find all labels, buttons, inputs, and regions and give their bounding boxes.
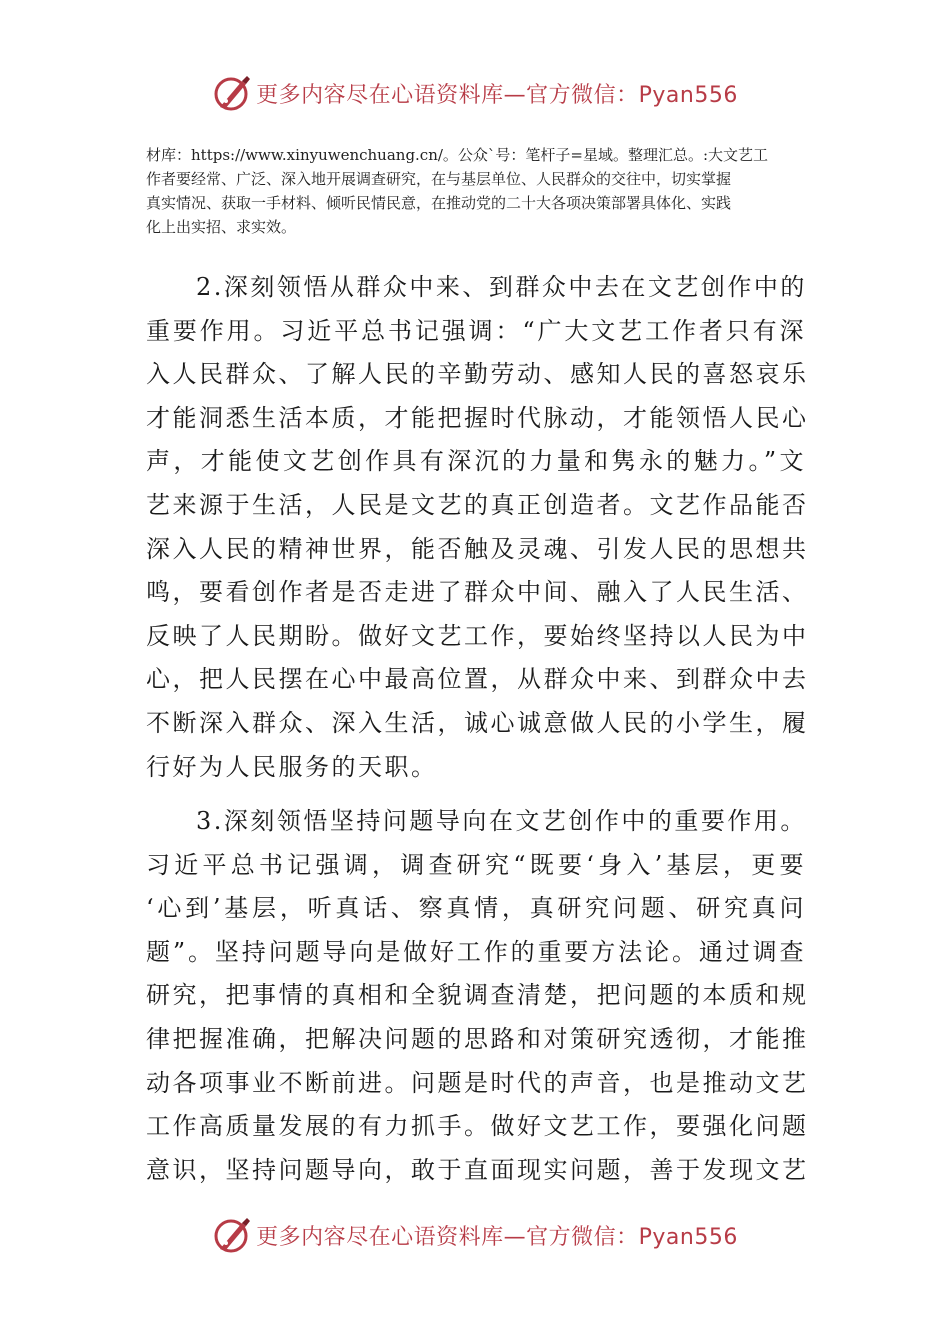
paragraph-line: 动各项事业不断前进。问题是时代的声音，也是推动文艺 (146, 1068, 809, 1097)
banner-text: 更多内容尽在心语资料库—官方微信：Pyan556 (256, 82, 738, 108)
paragraph-line: 入人民群众、了解人民的辛勤劳动、感知人民的喜怒哀乐 (146, 360, 809, 389)
paragraph-line: ‘心到’基层，听真话、察真情，真研究问题、研究真问 (146, 894, 806, 923)
header-banner (0, 70, 950, 116)
paragraph-3 (146, 800, 809, 1192)
paragraph-line: 3.深刻领悟坚持问题导向在文艺创作中的重要作用。 (196, 807, 807, 835)
paragraph-line: 2.深刻领悟从群众中来、到群众中去在文艺创作中的 (196, 273, 807, 301)
paragraph-line: 研究，把事情的真相和全貌调查清楚，把问题的本质和规 (146, 981, 809, 1010)
paragraph-line: 行好为人民服务的天职。 (146, 752, 438, 781)
pen-logo-icon (212, 1215, 252, 1255)
paragraph-line: 心，把人民摆在心中最高位置，从群众中来、到群众中去 (146, 665, 809, 694)
paragraph-line: 习近平总书记强调，调查研究“既要‘身入’基层，更要 (146, 850, 806, 879)
footer-banner (0, 1212, 950, 1258)
banner-text: 更多内容尽在心语资料库—官方微信：Pyan556 (256, 1224, 738, 1250)
intro-paragraph (146, 143, 812, 239)
paragraph-line: 声，才能使文艺创作具有深沉的力量和隽永的魅力。”文 (146, 447, 806, 476)
pen-logo-icon (212, 73, 252, 113)
paragraph-line: 题”。坚持问题导向是做好工作的重要方法论。通过调查 (146, 937, 806, 966)
paragraph-line: 意识，坚持问题导向，敢于直面现实问题，善于发现文艺 (146, 1155, 809, 1184)
intro-line: 真实情况、获取一手材料、倾听民情民意，在推动党的二十大各项决策部署具体化、实践 (146, 194, 732, 212)
intro-line: 作者要经常、广泛、深入地开展调查研究，在与基层单位、人民群众的交往中，切实掌握 (146, 170, 732, 188)
paragraph-line: 艺来源于生活，人民是文艺的真正创造者。文艺作品能否 (146, 490, 809, 519)
paragraph-line: 深入人民的精神世界，能否触及灵魂、引发人民的思想共 (146, 534, 809, 563)
paragraph-line: 不断深入群众、深入生活，诚心诚意做人民的小学生，履 (146, 708, 809, 737)
paragraph-line: 反映了人民期盼。做好文艺工作，要始终坚持以人民为中 (146, 621, 809, 650)
paragraph-2 (146, 266, 809, 789)
paragraph-line: 鸣，要看创作者是否走进了群众中间、融入了人民生活、 (146, 578, 809, 607)
paragraph-line: 律把握准确，把解决问题的思路和对策研究透彻，才能推 (146, 1024, 809, 1053)
paragraph-line: 才能洞悉生活本质，才能把握时代脉动，才能领悟人民心 (146, 403, 809, 432)
intro-line: 材库：https://www.xinyuwenchuang.cn/。公众`号：笔杆子=星域。整理汇总。:大文艺工 (146, 146, 769, 164)
intro-line: 化上出实招、求实效。 (146, 218, 297, 236)
paragraph-line: 工作高质量发展的有力抓手。做好文艺工作，要强化问题 (146, 1112, 809, 1141)
paragraph-line: 重要作用。习近平总书记强调：“广大文艺工作者只有深 (146, 316, 806, 345)
